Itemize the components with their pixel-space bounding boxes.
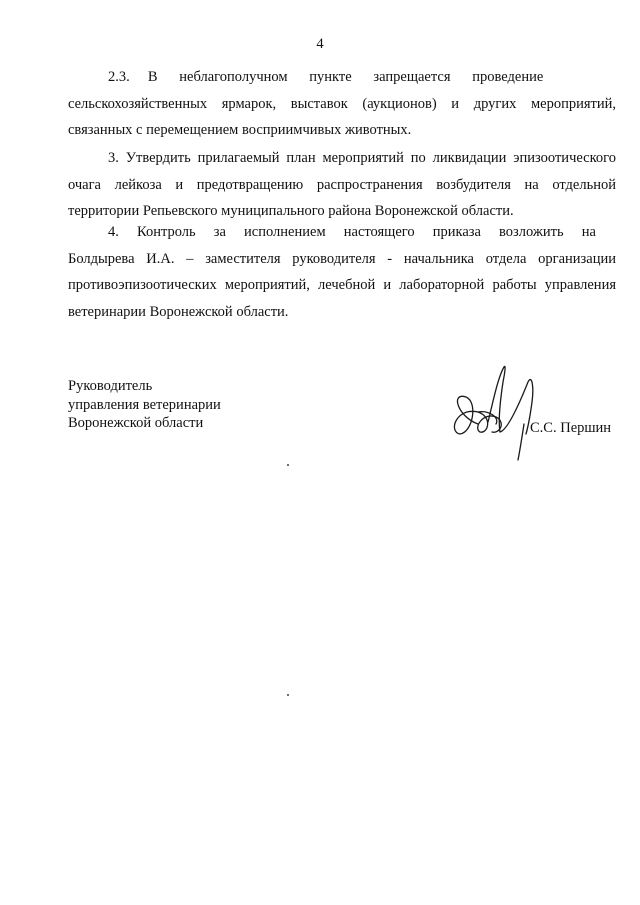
scan-speck xyxy=(287,694,289,696)
signatory-title-line-1: Руководитель xyxy=(68,378,153,394)
paragraph-3 xyxy=(68,145,616,225)
scan-speck xyxy=(287,464,289,466)
signatory-title-line-2: управления ветеринарии xyxy=(68,396,221,413)
paragraph-4-first-line: 4. Контроль за исполнением настоящего приказа возложить на xyxy=(108,224,596,240)
handwritten-signature xyxy=(448,362,558,462)
paragraph-4 xyxy=(68,219,616,325)
page-number: 4 xyxy=(316,36,324,52)
signatory-name: С.С. Першин xyxy=(530,420,612,436)
paragraph-2-3 xyxy=(68,64,616,144)
paragraph-2-3-first-line: 2.3. В неблагополучном пункте запрещается проведение xyxy=(108,69,544,85)
paragraph-2-3-text: сельскохозяйственных ярмарок, выставок (аукционов) и других мероприятий, связанных с перемещением восприимчивых животных. xyxy=(68,95,616,139)
paragraph-3-text: 3. Утвердить прилагаемый план мероприятий по ликвидации эпизоотического очага лейкоза и предотвращению распространения возбудителя на отдельной территории Репьевского муниципального района Воронежской области. xyxy=(68,150,616,220)
signatory-title xyxy=(68,377,221,433)
signatory-title-line-3: Воронежской области xyxy=(68,415,204,431)
paragraph-4-text: Болдырева И.А. – заместителя руководителя - начальника отдела организации противоэпизоотических мероприятий, лечебной и лабораторной работы управления ветеринарии Воронежской области. xyxy=(68,250,616,320)
